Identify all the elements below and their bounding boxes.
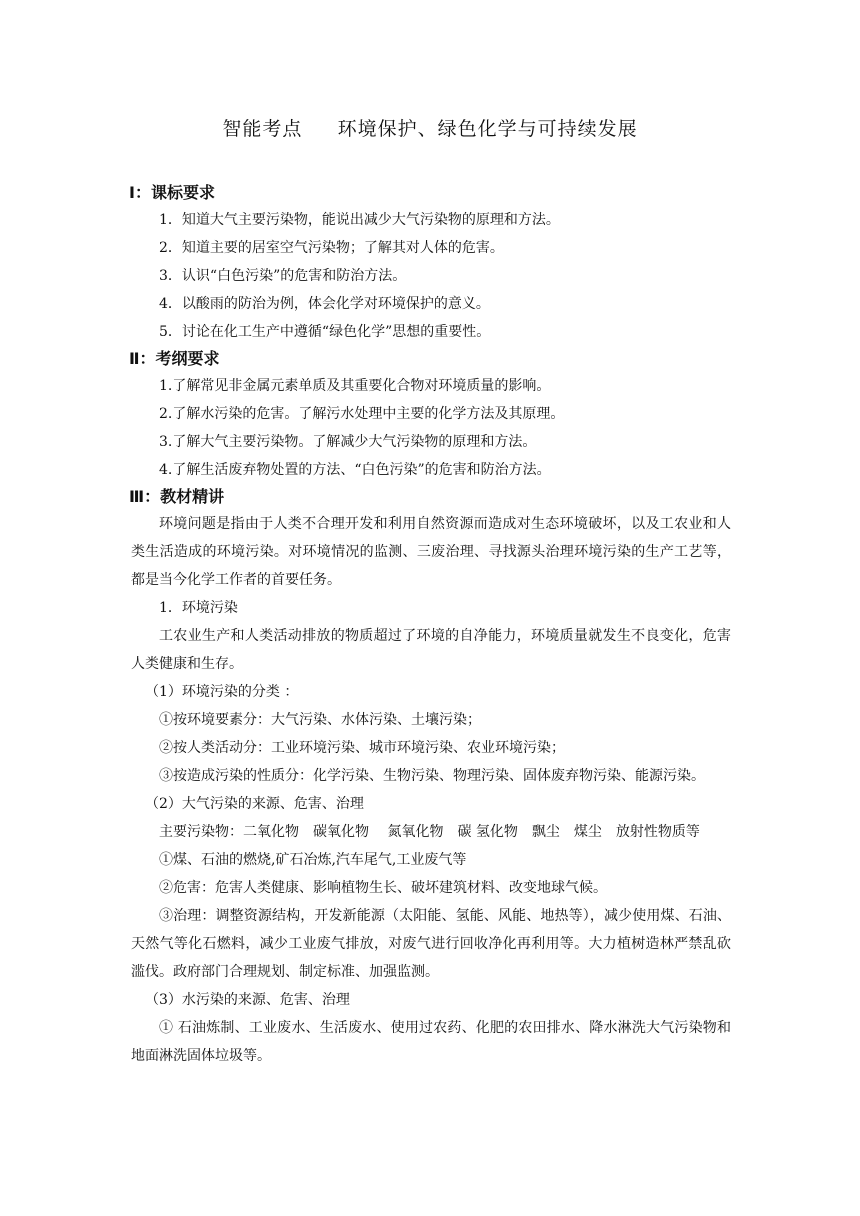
water-pollution-title: （3）水污染的来源、危害、治理 xyxy=(145,992,350,1008)
list-item: 4.了解生活废弃物处置的方法、“白色污染”的危害和防治方法。 xyxy=(159,462,551,478)
air-pollution-title: （2）大气污染的来源、危害、治理 xyxy=(145,796,364,812)
air-main-pollutants: 主要污染物：二氧化物 碳氧化物 氮氧化物 碳 氢化物 飘尘 煤尘 放射性物质等 xyxy=(159,824,700,840)
list-item: 3.了解大气主要污染物。了解减少大气污染物的原理和方法。 xyxy=(159,434,537,450)
list-item: 2．知道主要的居室空气污染物；了解其对人体的危害。 xyxy=(159,240,504,256)
air-treatment-paragraph: ③治理：调整资源结构，开发新能源（太阳能、氢能、风能、地热等），减少使用煤、石油、天然气等化石燃料，减少工业废气排放，对废气进行回收净化再利用等。大力植树造林严禁乱砍滥伐。政府部门合理规划、制定标准、加强监测。 xyxy=(131,908,731,980)
list-item: ③按造成污染的性质分：化学污染、生物污染、物理污染、固体废弃物污染、能源污染。 xyxy=(159,768,705,784)
list-item: ①按环境要素分：大气污染、水体污染、土壤污染； xyxy=(159,712,481,728)
list-item: 5．讨论在化工生产中遵循“绿色化学”思想的重要性。 xyxy=(159,324,491,340)
document-body xyxy=(131,180,731,1070)
subsection-title: 1．环境污染 xyxy=(159,600,238,616)
list-item: ①煤、石油的燃烧,矿石冶炼,汽车尾气,工业废气等 xyxy=(159,852,467,868)
water-sources-paragraph: ① 石油炼制、工业废水、生活废水、使用过农药、化肥的农田排水、降水淋洗大气污染物和地面淋洗固体垃圾等。 xyxy=(131,1020,731,1064)
intro-paragraph: 环境问题是指由于人类不合理开发和利用自然资源而造成对生态环境破坏，以及工农业和人类生活造成的环境污染。对环境情况的监测、三废治理、寻找源头治理环境污染的生产工艺等，都是当今化学工作者的首要任务。 xyxy=(131,516,731,588)
list-item: ②按人类活动分：工业环境污染、城市环境污染、农业环境污染； xyxy=(159,740,565,756)
section-heading-curriculum: Ⅰ：课标要求 xyxy=(129,183,215,202)
list-item: 4．以酸雨的防治为例，体会化学对环境保护的意义。 xyxy=(159,296,490,312)
page-title: 智能考点 环境保护、绿色化学与可持续发展 xyxy=(222,118,638,140)
list-item: 1．知道大气主要污染物，能说出减少大气污染物的原理和方法。 xyxy=(159,212,560,228)
pollution-paragraph: 工农业生产和人类活动排放的物质超过了环境的自净能力，环境质量就发生不良变化，危害人类健康和生存。 xyxy=(131,628,731,672)
list-item: 2.了解水污染的危害。了解污水处理中主要的化学方法及其原理。 xyxy=(159,406,565,422)
list-item: 3．认识“白色污染”的危害和防治方法。 xyxy=(159,268,407,284)
section-heading-syllabus: Ⅱ：考纲要求 xyxy=(129,349,220,368)
list-item: ②危害：危害人类健康、影响植物生长、破坏建筑材料、改变地球气候。 xyxy=(159,880,607,896)
section-heading-textbook: Ⅲ：教材精讲 xyxy=(129,487,225,506)
list-item: 1.了解常见非金属元素单质及其重要化合物对环境质量的影响。 xyxy=(159,378,551,394)
classification-title: （1）环境污染的分类 ： xyxy=(145,684,299,700)
